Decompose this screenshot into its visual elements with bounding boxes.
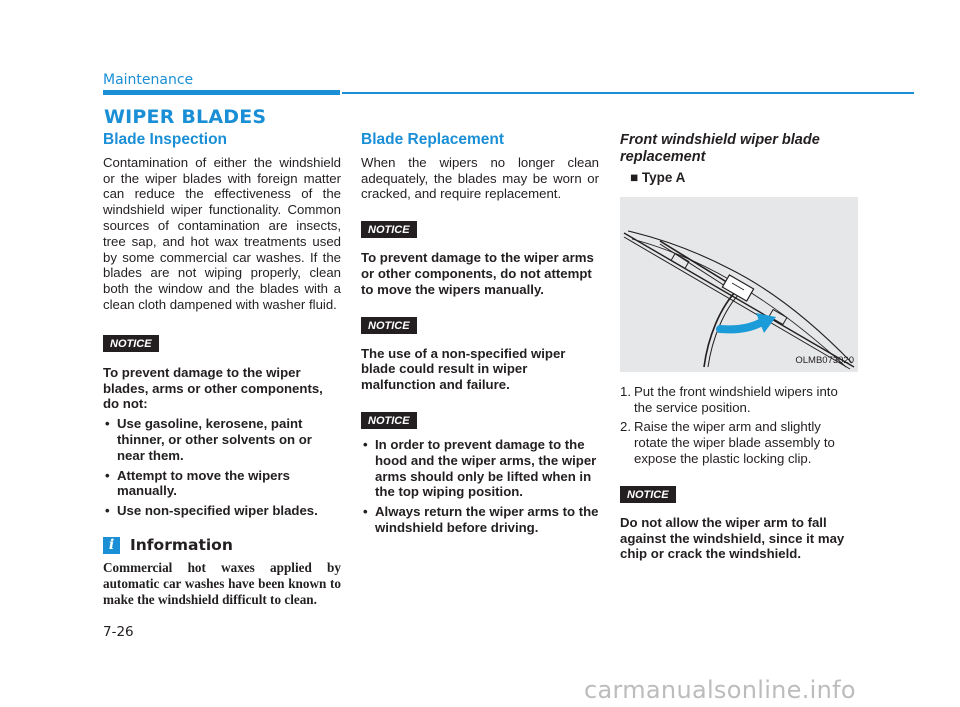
list-item: • Attempt to move the wipers manually.	[103, 468, 341, 500]
notice-row	[620, 486, 858, 503]
step-text: Put the front windshield wipers into the service position.	[634, 383, 838, 415]
notice-badge: NOTICE	[361, 412, 417, 429]
notice-badge: NOTICE	[361, 221, 417, 238]
information-header	[103, 537, 341, 554]
wiper-blade-illustration	[620, 197, 858, 372]
notice-badge: NOTICE	[103, 335, 159, 352]
notice-text: The use of a non-specified wiper blade could result in wiper malfunction and failure.	[361, 345, 566, 393]
blade-inspection-text: Contamination of either the windshield or the wiper blades with foreign matter can reduce the effectiveness of the windshield wiper functionality. Common sources of contamination are insects, tree sap, and hot wax treatments used by some commercial car washes. If the blades are not wiping properly, clean both the window and the blades with a clean cloth dampened with washer fluid.	[103, 154, 341, 312]
notice-row	[361, 317, 599, 334]
notice-badge: NOTICE	[620, 486, 676, 503]
notice-row	[361, 221, 599, 238]
page-number: 7-26	[103, 624, 134, 640]
column-front-wiper-replacement	[620, 132, 858, 562]
notice-text: Do not allow the wiper arm to fall against the windshield, since it may chip or crack the windshield.	[620, 514, 845, 562]
watermark: carmanualsonline.info	[584, 676, 856, 704]
section-label: Maintenance	[103, 72, 194, 88]
list-item: • Use non-specified wiper blades.	[103, 503, 341, 519]
type-label: ■ Type A	[630, 170, 686, 185]
notice-row	[103, 335, 341, 352]
blade-replacement-text: When the wipers no longer clean adequately, the blades may be worn or cracked, and require replacement.	[361, 154, 599, 202]
notice-bullet-list	[361, 437, 599, 536]
list-item: • In order to prevent damage to the hood and the wiper arms, the wiper arms should only be lifted when in the top wiping position.	[361, 437, 599, 500]
step-text: Raise the wiper arm and slightly rotate the wiper blade assembly to expose the plastic locking clip.	[634, 419, 835, 466]
list-item: • Use gasoline, kerosene, paint thinner, or other solvents on or near them.	[103, 416, 341, 463]
blade-replacement-heading: Blade Replacement	[361, 131, 504, 148]
information-title: Information	[130, 535, 233, 554]
column-blade-inspection	[103, 132, 341, 608]
notice-text: To prevent damage to the wiper arms or other components, do not attempt to move the wipers manually.	[361, 250, 594, 297]
information-text: Commercial hot waxes applied by automatic car washes have been known to make the windshield difficult to clean.	[103, 559, 341, 607]
notice-badge: NOTICE	[361, 317, 417, 334]
page-title: WIPER BLADES	[104, 106, 267, 128]
header-rule-thick	[103, 90, 340, 95]
header-rule-thin	[342, 92, 914, 94]
front-wiper-heading: Front windshield wiper blade replacement	[620, 132, 820, 165]
notice-bullet-list	[103, 416, 341, 519]
notice-row	[361, 412, 599, 429]
list-item: • Always return the wiper arms to the windshield before driving.	[361, 504, 599, 536]
figure-code: OLMB073020	[795, 355, 854, 366]
step-number: 2.	[620, 419, 631, 435]
column-blade-replacement	[361, 132, 599, 536]
steps-list	[620, 384, 858, 467]
info-icon: i	[103, 537, 120, 554]
rotate-arrow-icon	[720, 323, 760, 329]
step-number: 1.	[620, 383, 631, 399]
blade-inspection-heading: Blade Inspection	[103, 131, 228, 148]
notice-text: To prevent damage to the wiper blades, arms or other components, do not:	[103, 364, 323, 412]
list-item	[620, 419, 858, 466]
wiper-figure	[620, 197, 858, 372]
list-item	[620, 384, 858, 416]
